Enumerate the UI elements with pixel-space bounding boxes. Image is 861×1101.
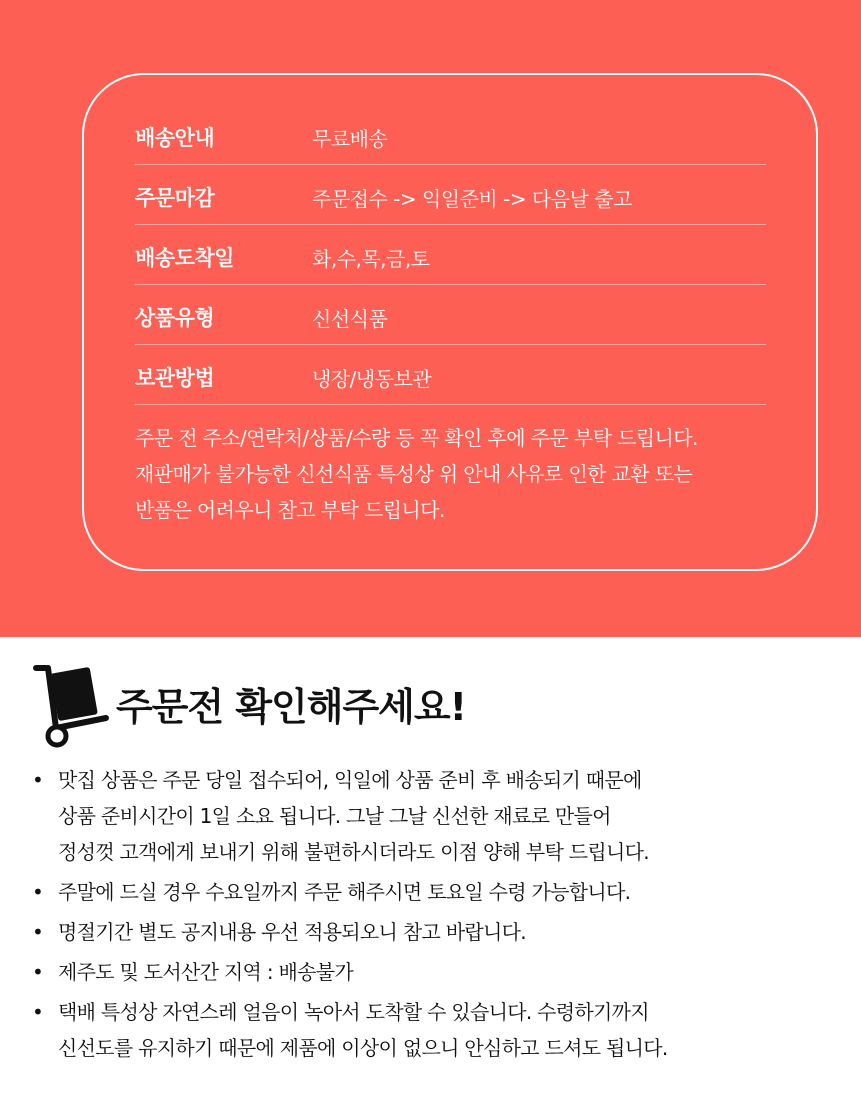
list-item-text: 명절기간 별도 공지내용 우선 적용되오니 참고 바랍니다. bbox=[58, 920, 526, 944]
notice-line: 주문 전 주소/연락처/상품/수량 등 꼭 확인 후에 주문 부탁 드립니다. bbox=[135, 426, 698, 450]
page-title: 주문전 확인해주세요! bbox=[116, 685, 466, 729]
info-row-value: 신선식품 bbox=[312, 307, 388, 331]
list-item-text: 상품 준비시간이 1일 소요 됩니다. 그날 그날 신선한 재료로 만들어 bbox=[58, 804, 611, 828]
info-row-value: 무료배송 bbox=[312, 127, 388, 151]
info-row-value: 화,수,목,금,토 bbox=[312, 247, 430, 271]
list-item bbox=[30, 954, 840, 990]
bullet-icon: • bbox=[32, 880, 44, 904]
list-item bbox=[30, 762, 840, 870]
info-row-product-type bbox=[135, 284, 766, 345]
info-row-label: 배송도착일 bbox=[135, 246, 234, 270]
section-heading bbox=[30, 660, 830, 750]
notice-line: 반품은 어려우니 참고 부탁 드립니다. bbox=[135, 498, 445, 522]
info-row-value: 주문접수 -> 익일준비 -> 다음날 출고 bbox=[312, 187, 632, 211]
hand-truck-icon bbox=[30, 660, 110, 750]
info-row-label: 배송안내 bbox=[135, 126, 215, 150]
notice-line: 재판매가 불가능한 신선식품 특성상 위 안내 사유로 인한 교환 또는 bbox=[135, 462, 693, 486]
list-item-text: 정성껏 고객에게 보내기 위해 불편하시더라도 이점 양해 부탁 드립니다. bbox=[58, 840, 649, 864]
info-row-storage bbox=[135, 344, 766, 405]
list-item bbox=[30, 874, 840, 910]
list-item-text: 제주도 및 도서산간 지역 : 배송불가 bbox=[58, 960, 354, 984]
info-row-label: 상품유형 bbox=[135, 306, 215, 330]
list-item bbox=[30, 994, 840, 1066]
info-row-label: 보관방법 bbox=[135, 366, 215, 390]
info-row-label: 주문마감 bbox=[135, 186, 215, 210]
list-item-text: 신선도를 유지하기 때문에 제품에 이상이 없으니 안심하고 드셔도 됩니다. bbox=[58, 1036, 668, 1060]
info-row-value: 냉장/냉동보관 bbox=[312, 367, 432, 391]
list-item-text: 맛집 상품은 주문 당일 접수되어, 익일에 상품 준비 후 배송되기 때문에 bbox=[58, 768, 642, 792]
notice-list bbox=[30, 762, 840, 1070]
info-row-delivery-guide bbox=[135, 104, 766, 165]
bullet-icon: • bbox=[32, 768, 44, 792]
info-row-order-deadline bbox=[135, 164, 766, 225]
bullet-icon: • bbox=[32, 1000, 44, 1024]
info-notice bbox=[135, 420, 795, 528]
list-item-text: 택배 특성상 자연스레 얼음이 녹아서 도착할 수 있습니다. 수령하기까지 bbox=[58, 1000, 649, 1024]
info-row-arrival-days bbox=[135, 224, 766, 285]
bullet-icon: • bbox=[32, 960, 44, 984]
list-item bbox=[30, 914, 840, 950]
list-item-text: 주말에 드실 경우 수요일까지 주문 해주시면 토요일 수령 가능합니다. bbox=[58, 880, 631, 904]
bullet-icon: • bbox=[32, 920, 44, 944]
